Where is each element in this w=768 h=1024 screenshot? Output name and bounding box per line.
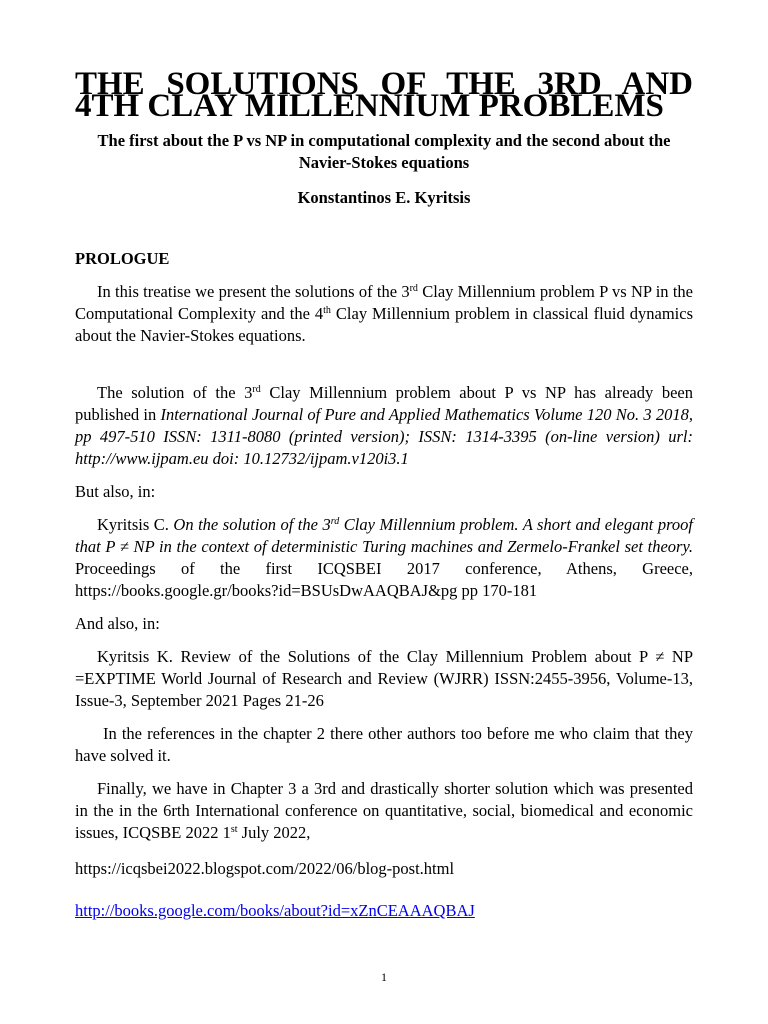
author-name: Konstantinos E. Kyritsis [297, 188, 471, 207]
document-title: THE SOLUTIONS OF THE 3RD AND 4TH CLAY MILLENNIUM PROBLEMS [75, 66, 693, 124]
blog-url-text: https://icqsbei2022.blogspot.com/2022/06/blog-post.html [75, 859, 455, 878]
google-books-link[interactable]: http://books.google.com/books/about?id=xZnCEAAAQBAJ [75, 901, 475, 920]
paragraph-and-also: And also, in: [75, 614, 160, 633]
paragraph-reference-review: Kyritsis K. Review of the Solutions of the Clay Millennium Problem about P ≠ NP =EXPTIME World Journal of Research and Review (WJRR) ISSN:2455-3956, Volume-13, Issue-3, September 2021 Pages 21-26 [75, 647, 693, 710]
google-books-paragraph [75, 900, 693, 922]
page-number: 1 [381, 970, 387, 984]
document-subtitle: The first about the P vs NP in computational complexity and the second about the Navier-Stokes equations [97, 131, 671, 172]
paragraph-chapter-3: Finally, we have in Chapter 3 a 3rd and drastically shorter solution which was presented in the in the 6rth International conference on quantitative, social, biomedical and economic issues, ICQSBE 2022 1st July 2022, [75, 779, 693, 842]
paragraph-intro: In this treatise we present the solutions of the 3rd Clay Millennium problem P vs NP in the Computational Complexity and the 4th Clay Millennium problem in classical fluid dynamics about the Navier-Stokes equations. [75, 282, 693, 345]
paragraph-publication: The solution of the 3rd Clay Millennium problem about P vs NP has already been published in International Journal of Pure and Applied Mathematics Volume 120 No. 3 2018, pp 497-510 ISSN: 1311-8080 (printed version); ISSN: 1314-3395 (on-line version) url: http://www.ijpam.eu doi: 10.12732/ijpam.v120i3.1 [75, 383, 693, 468]
paragraph-reference-proceedings: Kyritsis C. On the solution of the 3rd Clay Millennium problem. A short and elegant proof that P ≠ NP in the context of deterministic Turing machines and Zermelo-Frankel set theory. Proceedings of the first ICQSBEI 2017 conference, Athens, Greece, https://books.google.gr/books?id=BSUsDwAAQBAJ&pg pp 170-181 [75, 515, 693, 600]
paragraph-but-also: But also, in: [75, 482, 156, 501]
section-heading-prologue: PROLOGUE [75, 249, 170, 268]
paragraph-other-authors: In the references in the chapter 2 there other authors too before me who claim that they have solved it. [75, 724, 693, 765]
